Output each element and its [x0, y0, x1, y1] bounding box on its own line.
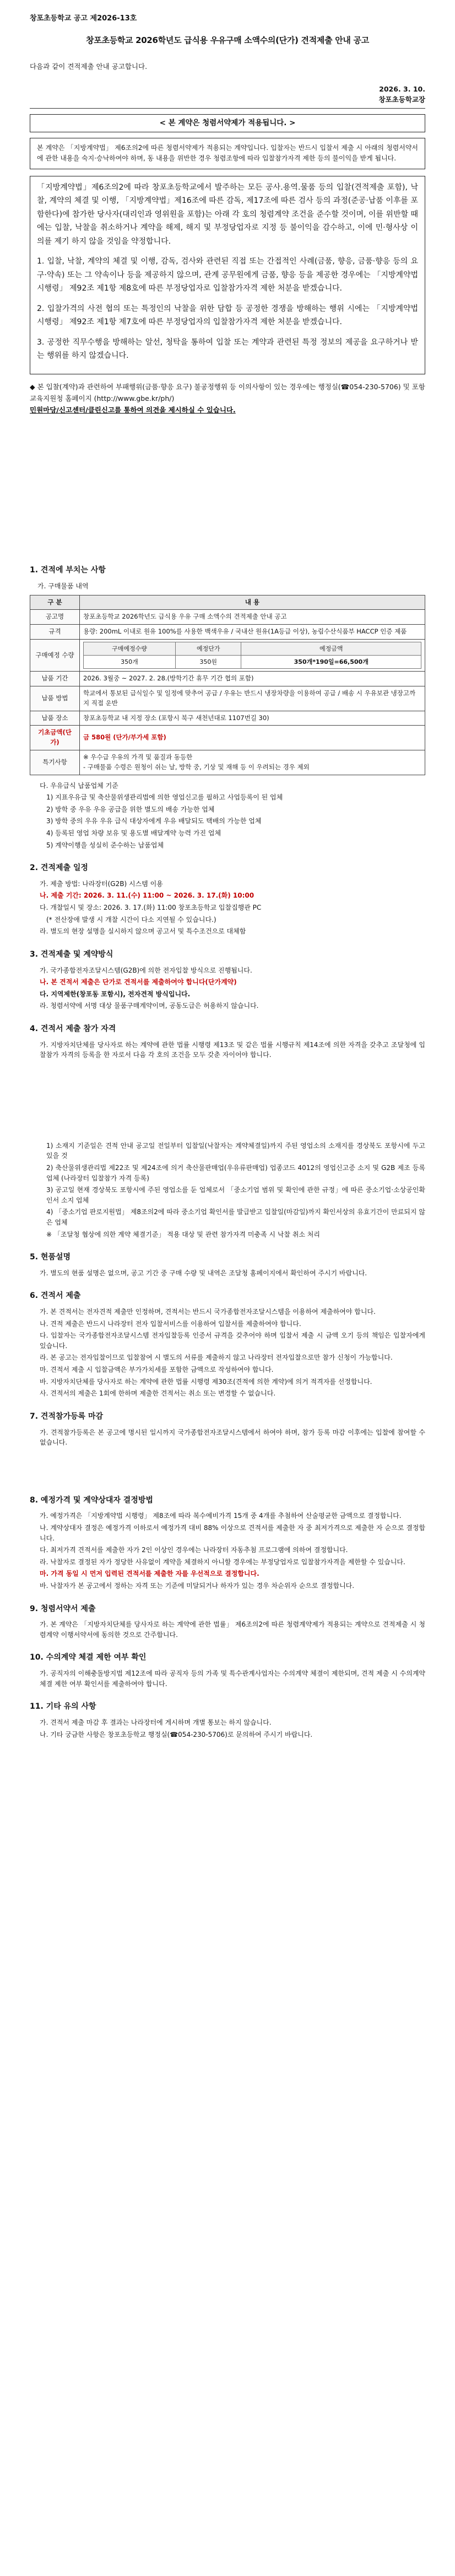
row-value [80, 640, 425, 672]
list-item: 3) 방학 중의 우유 우유 급식 대상자에게 우유 배달되도 택배의 가능한 업체 [46, 817, 262, 825]
row-label: 기초금액(단가) [30, 726, 80, 750]
row-value: 창포초등학교 내 지정 장소 (포항시 북구 새천년대로 1107번길 30) [80, 711, 425, 726]
date-block [30, 84, 425, 105]
section-8-title: 8. 예정가격 및 계약상대자 결정방법 [30, 1495, 153, 1505]
list-item: 2) 방학 중 우유 우유 공급을 위한 별도의 배송 가능한 업체 [46, 805, 215, 813]
list-item: ※ 「조달청 협상에 의한 계약 체결기준」 적용 대상 및 관련 참가자격 미충족 시 낙찰 취소 처리 [46, 1230, 320, 1238]
pledge-text: 본 계약은 「지방계약법」 제6조의2에 따른 청렴서약제가 적용되는 계약입니다. 입찰자는 반드시 입찰서 제출 시 아래의 청렴서약서에 관한 내용을 숙지·승낙하여야 하며, 동 내용을 위반한 경우 청렴조항에 따라 입찰참가자격 제한 등의 불이익을 받게 됩니다. [37, 144, 418, 163]
notice-date: 2026. 3. 10. [379, 84, 425, 93]
clause-1: 1. 입찰, 낙찰, 계약의 체결 및 이행, 감독, 검사와 관련된 직접 또는 간접적인 사례(금품, 향응, 금품·향응 등의 요구·약속) 또는 그 약속이나 등을 제공하지 않으며, 관계 공무원에게 금품, 향응 등을 제공한 경우에는 「지방계약법 시행령」 제92조 제1항 제8호에 따른 부정당업자로 입찰참가자격 제한 처분을 받겠습니다. [37, 257, 418, 293]
list-item: 바. 지방자치단체를 당사자로 하는 계약에 관한 법률 시행령 제30조(견적에 의한 계약)에 의거 적격자를 선정합니다. [40, 1377, 372, 1386]
row-label: 특기사항 [30, 750, 80, 775]
table-row [30, 640, 425, 672]
integrity-clauses-box [30, 176, 425, 374]
list-item: 다. 개찰일시 및 장소: 2026. 3. 17.(화) 11:00 창포초등학교 입찰집행관 PC [40, 904, 262, 912]
table-row [30, 750, 425, 775]
row-label: 구매예정 수량 [30, 640, 80, 672]
list-item: 나. 견적 제출은 반드시 나라장터 전자 입찰서비스를 이용하여 입찰서를 제출하여야 합니다. [40, 1319, 301, 1328]
list-item: 가. 견적서 제출 마감 후 결과는 나라장터에 게시하며 개별 통보는 하지 않습니다. [40, 1719, 272, 1726]
blank-space [30, 1450, 425, 1483]
list-item: 다. 우유급식 납품업체 기준 [40, 781, 118, 790]
row-label: 납품 방법 [30, 686, 80, 711]
blank-space [30, 426, 425, 552]
section-3-title: 3. 견적제출 및 계약방식 [30, 949, 113, 959]
row-value: 2026. 3월중 ~ 2027. 2. 28.(방학기간 휴무 기간 협의 포함) [80, 672, 425, 686]
list-item: 바. 낙찰자가 본 공고에서 정하는 자격 또는 기준에 미달되거나 하자가 있는 경우 차순위자 순으로 결정합니다. [40, 1581, 355, 1590]
section-1-title: 1. 견적에 부치는 사항 [30, 566, 106, 575]
list-item: 1) 지표우유급 및 축산물위생관리법에 의한 영업신고를 필하고 사업등록이 된 업체 [46, 793, 283, 802]
quantity-table [83, 642, 421, 669]
list-item: 다. 최저가격 견적서를 제출한 자가 2인 이상인 경우에는 나라장터 자동추첨 프로그램에 의하여 결정합니다. [40, 1546, 348, 1554]
section-4-title: 4. 견적서 제출 참가 자격 [30, 1024, 116, 1033]
clause-intro: 「지방계약법」제6조의2에 따라 창포초등학교에서 발주하는 모든 공사․용역․물품 등의 입찰(견적제출 포함), 낙찰, 계약의 체결 및 이행, 「지방계약법」제16조에 따른 감독, 제17조에 따른 검사 등의 과정(준공·납품 이후를 포함한다)에 참가한 당사자(대리인과 영위원을 포함)는 아래 각 호의 청렴계약 조건을 준수할 것이며, 이를 위반할 때에는 입찰, 낙찰을 취소하거나 계약을 해제, 해지 및 부정당업자로 지정 등 불이익을 감수하고, 이에 민·형사상 이의를 제기 하지 않을 것임을 약정합니다. [37, 183, 418, 246]
list-item: 5) 계약이행을 성실히 준수하는 납품업체 [46, 841, 164, 849]
table-row [30, 625, 425, 640]
integrity-banner: < 본 계약은 청렴서약제가 적용됩니다. > [30, 114, 425, 132]
inner-header: 예정금액 [241, 642, 421, 656]
section-5-title: 5. 현품설명 [30, 1253, 71, 1262]
list-item: 다. 입찰자는 국가종합전자조달시스템 전자입찰등록 인증서 규격을 갖추어야 하며 입찰서 제출 시 금액 오기 등의 책임은 입찰자에게 있습니다. [40, 1332, 425, 1350]
list-item: 가. 견적참가등록은 본 공고에 명시된 일시까지 국가종합전자조달시스템에서 하여야 하며, 참가 등록 마감 이후에는 입찰에 참여할 수 없습니다. [40, 1428, 425, 1447]
report-notice-link[interactable]: 민원마당/신고센터/클린신고를 통하여 의견을 제시하실 수 있습니다. [30, 406, 236, 415]
list-item: 라. 청렴서약에 서명 대상 물품구매계약이며, 공동도급은 허용하지 않습니다. [40, 1002, 259, 1010]
list-item: 나. 기타 궁금한 사항은 창포초등학교 행정실(☎054-230-5706)로 문의하여 주시기 바랍니다. [40, 1730, 313, 1738]
list-item: 4) 등록된 영업 차량 보유 및 용도별 배달계약 능력 가진 업체 [46, 829, 221, 837]
table-row [30, 711, 425, 726]
row-label: 공고명 [30, 610, 80, 625]
list-item: 3) 공고일 현재 경상북도 포항시에 주된 영업소를 둔 업체로서 「중소기업 범위 및 확인에 관한 규정」에 따른 중소기업·소상공인확인서 소지 업체 [46, 1186, 425, 1204]
list-item: 1) 소재지 기준일은 견적 안내 공고일 전일부터 입찰일(낙찰자는 계약체결일)까지 주된 영업소의 소재지를 경상북도 포항시에 두고 있을 것 [46, 1141, 425, 1160]
list-item: 가. 지방자치단체를 당사자로 하는 계약에 관한 법률 시행령 제13조 및 같은 법률 시행규칙 제14조에 의한 자격을 갖추고 조달청에 입찰참가 자격의 등록을 한 자로서 다음 각 호의 조건을 모두 갖춘 자이어야 합니다. [40, 1040, 425, 1059]
special-note-2: - 구매물품 수령은 원청이 쉬는 날, 방학 중, 기상 및 재해 등 이 우려되는 경우 제외 [83, 763, 310, 771]
pledge-box [30, 138, 425, 169]
list-item: 라. 별도의 현장 설명을 실시하지 않으며 공고서 및 특수조건으로 대체함 [40, 927, 246, 936]
list-item: 가. 공직자의 이해충돌방지법 제12조에 따라 공직자 등의 가족 및 특수관계사업자는 수의계약 체결이 제한되며, 견적 제출 시 수의계약 체결 제한 여부 확인서를 제출하여야 합니다. [40, 1670, 425, 1688]
list-item: 가. 본 계약은 「지방자치단체를 당사자로 하는 계약에 관한 법률」 제6조의2에 따른 청렴계약제가 적용되는 계약으로 견적제출 시 청렴계약 이행서약서에 동의한 것으로 간주합니다. [40, 1620, 425, 1639]
list-item: 가. 별도의 현품 설명은 없으며, 공고 기간 중 구매 수량 및 내역은 조달청 홈페이지에서 확인하여 주시기 바랍니다. [40, 1269, 367, 1277]
list-item: 가. 국가종합전자조달시스템(G2B)에 의한 전자입찰 방식으로 진행됩니다. [40, 966, 252, 974]
inner-value: 350개*190일=66,500개 [241, 656, 421, 669]
section-1-subtitle: 가. 구매물품 내역 [37, 582, 89, 590]
purchase-table [30, 595, 425, 775]
submission-period: 나. 제출 기간: 2026. 3. 11.(수) 11:00 ~ 2026. 3. 17.(화) 10:00 [40, 892, 254, 900]
section-9-title: 9. 청렴서약서 제출 [30, 1604, 96, 1613]
table-row [30, 686, 425, 711]
row-value [80, 750, 425, 775]
divider [30, 108, 425, 109]
list-item: 가. 예정가격은 「지방계약법 시행령」 제8조에 따라 복수예비가격 15개 중 4개를 추첨하여 산술평균한 금액으로 결정합니다. [40, 1512, 402, 1520]
inner-value: 350원 [175, 656, 241, 669]
inner-header: 구매예정수량 [84, 642, 176, 656]
table-header-content: 내 용 [80, 595, 425, 610]
row-value: 창포초등학교 2026학년도 급식용 우유 구매 소액수의 견적제출 안내 공고 [80, 610, 425, 625]
list-item: 나. 계약상대자 결정은 예정가격 이하로서 예정가격 대비 88% 이상으로 견적서를 제출한 자 중 최저가격으로 제출한 자 순으로 결정합니다. [40, 1524, 425, 1542]
list-item: 가. 본 견적서는 전자견적 제출만 인정하며, 견적서는 반드시 국가종합전자조달시스템을 이용하여 제출하여야 합니다. [40, 1308, 376, 1316]
section-11-title: 11. 기타 유의 사항 [30, 1702, 96, 1711]
report-notice [30, 381, 425, 416]
row-value: 금 580원 (단가/부가세 포함) [80, 726, 425, 750]
section-6-title: 6. 견적서 제출 [30, 1291, 81, 1301]
list-item: 가. 제출 방법: 나라장터(G2B) 시스템 이용 [40, 879, 163, 888]
table-row [30, 726, 425, 750]
issuer: 창포초등학교장 [378, 95, 425, 104]
inner-header: 예정단가 [175, 642, 241, 656]
list-item: 4) 「중소기업 판로지원법」 제8조의2에 따라 중소기업 확인서를 발급받고 입찰일(마감일)까지 확인서상의 유효기간이 만료되지 않은 업체 [46, 1208, 425, 1226]
section-10-title: 10. 수의계약 체결 제한 여부 확인 [30, 1653, 147, 1662]
clause-2: 2. 입찰가격의 사전 협의 또는 특정인의 낙찰을 위한 담합 등 공정한 경쟁을 방해하는 행위 시에는 「지방계약법 시행령」 제92조 제1항 제7호에 따른 부정당업자의 입찰참가자격 제한 처분을 받겠습니다. [37, 304, 418, 327]
row-label: 납품 장소 [30, 711, 80, 726]
notice-number: 창포초등학교 공고 제2026-13호 [30, 14, 137, 23]
intro-text: 다음과 같이 견적제출 안내 공고합니다. [30, 62, 148, 71]
row-value: 학교에서 통보된 급식일수 및 일정에 맞추어 공급 / 우유는 반드시 냉장차량을 이용하여 공급 / 배송 시 우유보관 냉장고까지 직접 운반 [80, 686, 425, 711]
section-2-title: 2. 견적제출 일정 [30, 863, 88, 873]
table-header-label: 구 분 [30, 595, 80, 610]
special-note: ※ 우수급 우유의 가격 및 품질과 동등한 [83, 753, 193, 761]
inner-value: 350개 [84, 656, 176, 669]
row-label: 규격 [30, 625, 80, 640]
list-item: 다. 지역제한(창포동 포함시), 전자견적 방식입니다. [40, 990, 191, 998]
table-row [30, 610, 425, 625]
list-item: 나. 본 견적서 제출은 단가로 견적서를 제출하여야 합니다(단가계약) [40, 978, 237, 986]
blank-space [30, 1062, 425, 1139]
table-row [30, 672, 425, 686]
list-item: 마. 가격 동일 시 먼저 입력된 견적서를 제출한 자를 우선적으로 결정합니다. [40, 1570, 259, 1578]
document-title: 창포초등학교 2026학년도 급식용 우유구매 소액수의(단가) 견적제출 안내 공고 [86, 35, 369, 46]
table-header-row [30, 595, 425, 610]
list-item: 마. 견적서 제출 시 입찰금액은 부가가치세를 포함한 금액으로 작성하여야 합니다. [40, 1366, 274, 1374]
list-item: 사. 견적서의 제출은 1회에 한하며 제출한 견적서는 취소 또는 변경할 수 없습니다. [40, 1389, 276, 1398]
list-item: 라. 본 공고는 전자입찰이므로 입찰참여 시 별도의 서류를 제출하지 않고 나라장터 전자입찰으로만 참가 신청이 가능합니다. [40, 1354, 393, 1362]
report-notice-line1: ◆ 본 입찰(계약)과 관련하여 부패행위(금품·향응 요구) 불공정행위 등 이의사항이 있는 경우에는 행정실(☎054-230-5706) 및 포항교육지원청 홈페이지 (http://www.gbe.kr/ph/) [30, 382, 425, 402]
list-item: (* 전산장애 발생 시 개찰 시간이 다소 지연될 수 있습니다.) [46, 915, 216, 924]
row-label: 납품 기간 [30, 672, 80, 686]
clause-3: 3. 공정한 직무수행을 방해하는 알선, 청탁을 통하여 입찰 또는 계약과 관련된 특정 정보의 제공을 요구하거나 받는 행위를 하지 않겠습니다. [37, 337, 418, 361]
list-item: 2) 축산물위생관리법 제22조 및 제24조에 의거 축산물판매업(우유류판매업) 업종코드 4012의 영업신고증 소지 및 G2B 제조 등록 업체 (나라장터 입찰참가 자격 등록) [46, 1163, 425, 1182]
row-value: 용량: 200mL 이내로 원유 100%를 사용한 백색우유 / 국내산 원유(1A등급 이상), 농림수산식품부 HACCP 인증 제품 [80, 625, 425, 640]
section-7-title: 7. 견적참가등록 마감 [30, 1412, 103, 1421]
list-item: 라. 낙찰자로 결정된 자가 정당한 사유없이 계약을 체결하지 아니할 경우에는 부정당업자로 입찰참가자격을 제한할 수 있습니다. [40, 1558, 405, 1566]
